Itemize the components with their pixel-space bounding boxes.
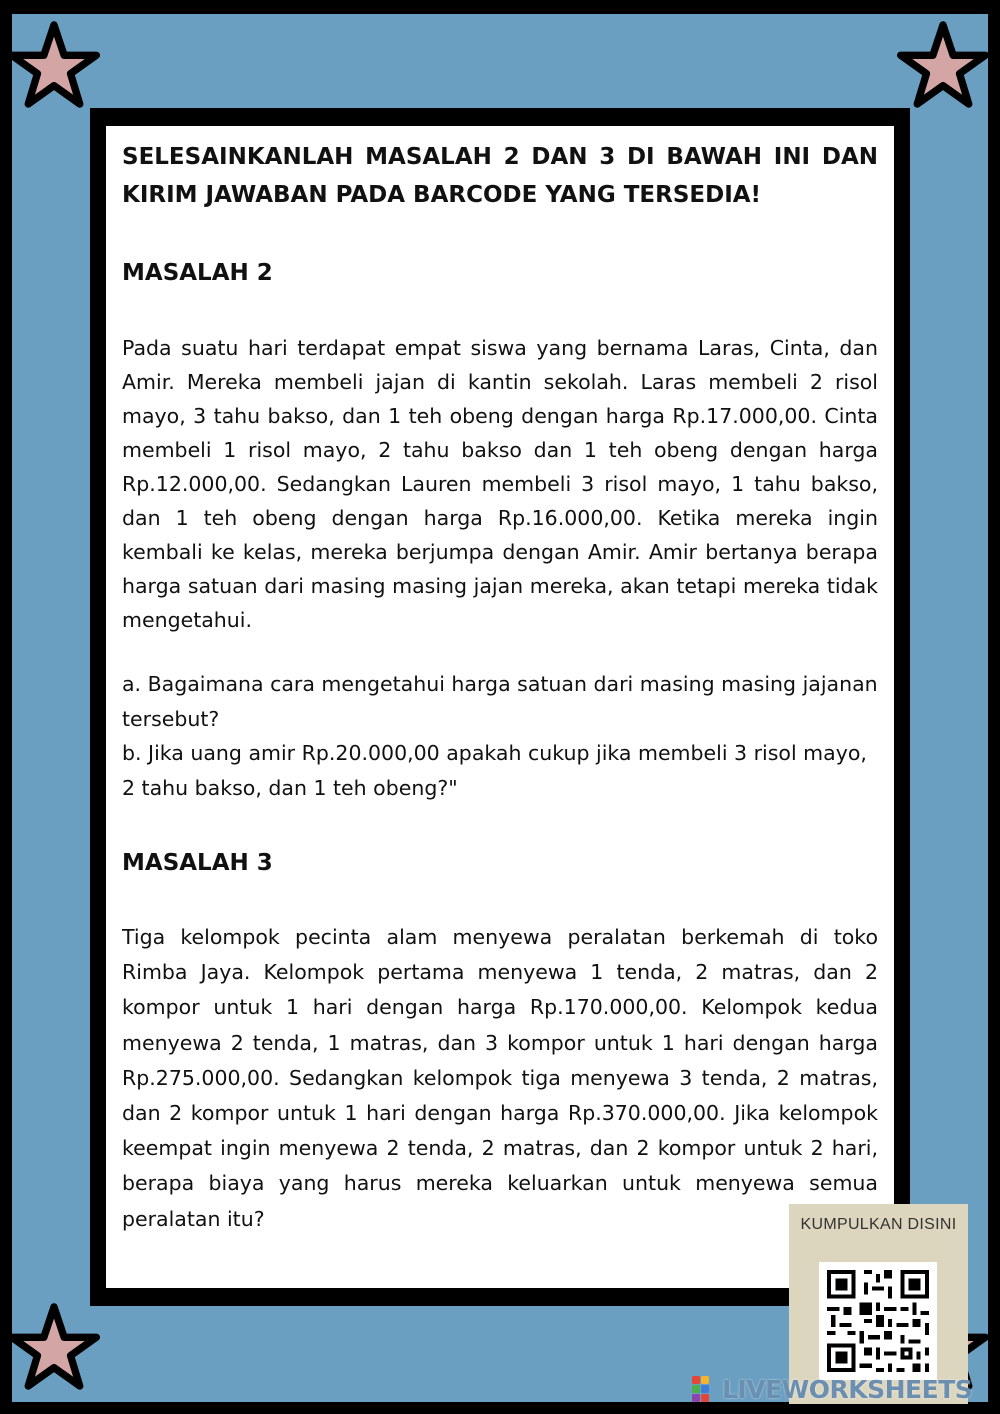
masalah-3-paragraph: Tiga kelompok pecinta alam menyewa peralatan berkemah di toko Rimba Jaya. Kelompok pertama menyewa 1 tenda, 2 matras, dan 2 kompor untuk 1 hari dengan harga Rp.170.000,00. Kelompok kedua menyewa 2 tenda, 1 matras, dan 3 kompor untuk 1 hari dengan harga Rp.275.000,00. Sedangkan kelompok tiga menyewa 3 tenda, 2 matras, dan 2 kompor untuk 1 hari dengan harga Rp.370.000,00. Jika kelompok keempat ingin menyewa 2 tenda, 2 matras, dan 2 kompor untuk 2 hari, berapa biaya yang harus mereka keluarkan untuk menyewa semua peralatan itu? xyxy=(122,925,878,1231)
masalah-2-heading: MASALAH 2 xyxy=(122,260,273,286)
masalah-3-heading: MASALAH 3 xyxy=(122,850,273,876)
instruction-text: SELESAINKANLAH MASALAH 2 DAN 3 DI BAWAH INI DAN KIRIM JAWABAN PADA BARCODE YANG TERSEDIA! xyxy=(122,144,878,208)
qr-code-icon[interactable] xyxy=(819,1262,937,1380)
liveworksheets-watermark xyxy=(692,1373,972,1405)
star-icon xyxy=(8,1302,100,1390)
liveworksheets-logo-icon xyxy=(692,1376,718,1402)
masalah-2-paragraph: Pada suatu hari terdapat empat siswa yang bernama Laras, Cinta, dan Amir. Mereka membeli jajan di kantin sekolah. Laras membeli 2 risol mayo, 3 tahu bakso, dan 1 teh obeng dengan harga Rp.17.000,00. Cinta membeli 1 risol mayo, 2 tahu bakso dan 1 teh obeng dengan harga Rp.12.000,00. Sedangkan Lauren membeli 3 risol mayo, 1 tahu bakso, dan 1 teh obeng dengan harga Rp.16.000,00. Ketika mereka ingin kembali ke kelas, mereka berjumpa dengan Amir. Amir bertanya berapa harga satuan dari masing masing jajan mereka, akan tetapi mereka tidak mengetahui. xyxy=(122,336,878,632)
qr-label: KUMPULKAN DISINI xyxy=(800,1216,957,1233)
question-b: b. Jika uang amir Rp.20.000,00 apakah cukup jika membeli 3 risol mayo, 2 tahu bakso, dan 1 teh obeng?" xyxy=(122,741,867,800)
star-icon xyxy=(897,20,989,108)
watermark-text: LIVEWORKSHEETS xyxy=(722,1374,973,1404)
worksheet-content xyxy=(122,138,878,1237)
star-icon xyxy=(8,20,100,108)
question-a: a. Bagaimana cara mengetahui harga satuan dari masing masing jajanan tersebut? xyxy=(122,672,878,731)
